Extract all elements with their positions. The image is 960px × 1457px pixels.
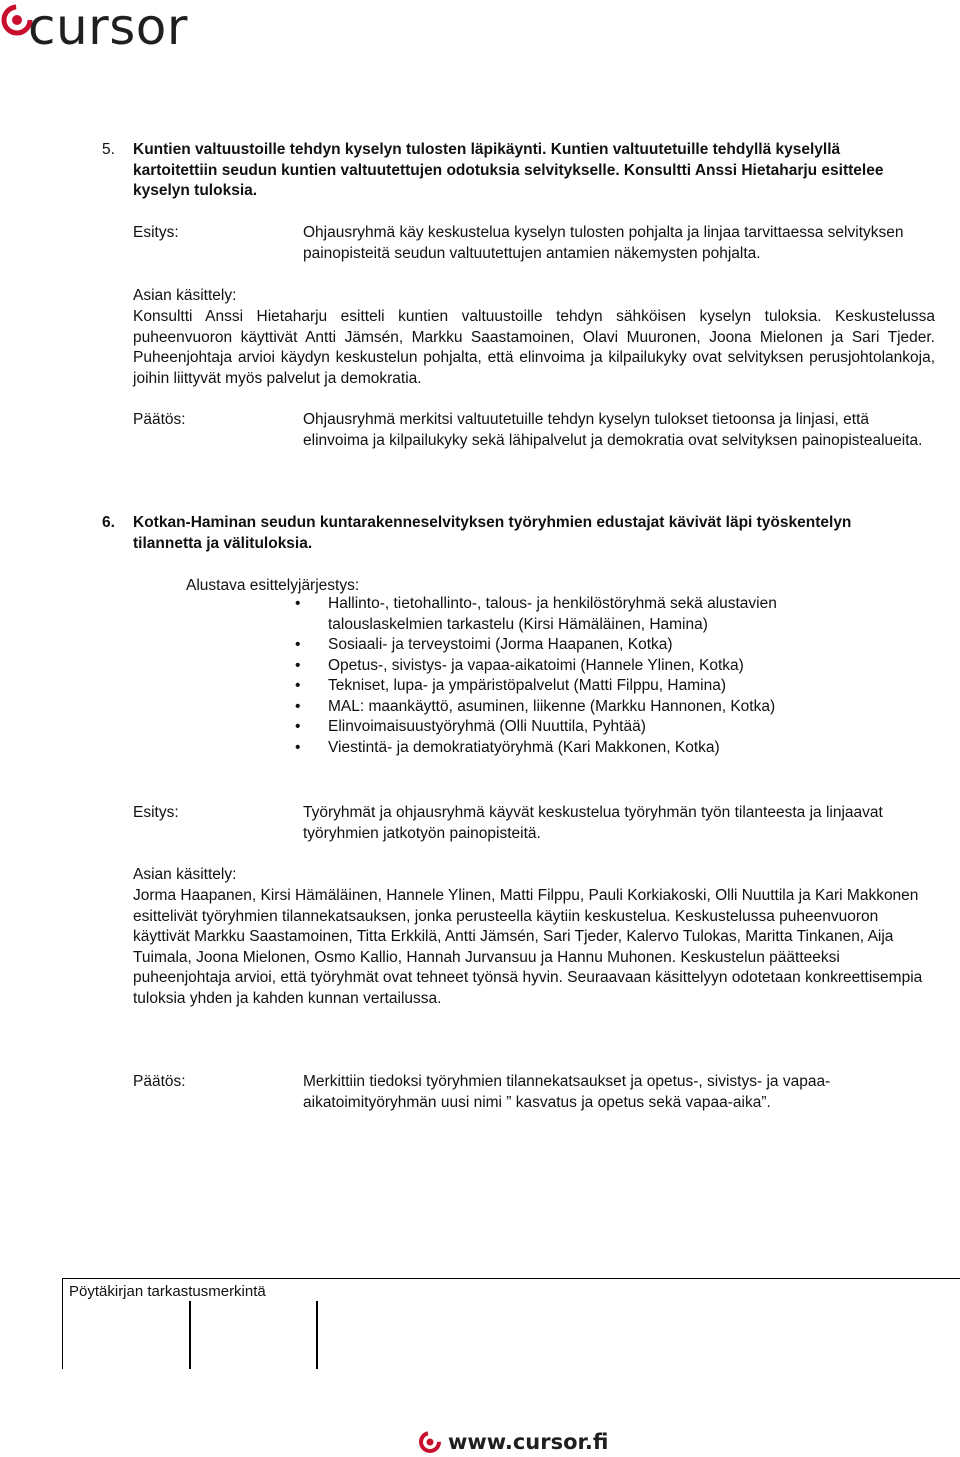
table-divider — [316, 1301, 318, 1369]
item6-paatos-text: Merkittiin tiedoksi työryhmien tilannekatsaukset ja opetus-, sivistys- ja vapaa-aikatoimityöryhmän uusi nimi ” kasvatus ja opetus sekä vapaa-aika”. — [303, 1073, 831, 1111]
item6-kasittely-text: Jorma Haapanen, Kirsi Hämäläinen, Hannele Ylinen, Matti Filppu, Pauli Korkiakoski, Olli Nuuttila ja Kari Makkonen esittelivät työryhmien tilannekatsauksen, jonka perusteella käytiin keskustelua. Keskustelussa puheenvuoron käyttivät Markku Saastamoinen, Titta Erkkilä, Antti Jämsén, Sari Tjeder, Kalervo Tulokas, Maritta Tinkanen, Aija Tuimala, Joona Mielonen, Osmo Kallio, Hannah Jurvansuu ja Hannu Muhonen. Keskustelun päätteeksi puheenjohtaja arvioi, että työryhmät ovat tehneet työnsä hyvin. Seuraavaan käsittelyyn odotetaan konkreettisempia tuloksia yhden ja kahden kunnan vertailussa. — [133, 887, 923, 1007]
item5-kasittely-text: Konsultti Anssi Hietaharju esitteli kuntien valtuustoille tehdyn sähköisen kyselyn tuloksia. Keskustelussa puheenvuoron käyttivät Antti Jämsén, Markku Saastamoinen, Olavi Muuronen, Joona Mielonen ja Sari Tjeder. Puheenjohtaja arvioi käydyn keskustelun pohjalta, että elinvoima ja kilpailukyky ovat selvityksen perusjohtolankoja, joihin liittyvät myös palvelut ja demokratia. — [133, 308, 935, 387]
bullet-icon: • — [295, 677, 301, 694]
inspection-table-title: Pöytäkirjan tarkastusmerkintä — [69, 1283, 266, 1300]
item5-kasittely-label: Asian käsittely: — [133, 287, 237, 304]
item6-title: Kotkan-Haminan seudun kuntarakenneselvityksen työryhmien edustajat kävivät läpi työskentelyn tilannetta ja välituloksia. — [133, 514, 852, 552]
website-text: www.cursor.fi — [448, 1430, 609, 1454]
inspection-table — [62, 1278, 960, 1369]
item6-esitys-text: Työryhmät ja ohjausryhmä käyvät keskustelua työryhmän työn tilanteesta ja linjaavat työryhmien jatkotyön painopisteitä. — [303, 804, 883, 842]
cursor-logo — [0, 0, 200, 62]
item5-esitys-text: Ohjausryhmä käy keskustelua kyselyn tulosten pohjalta ja linjaa tarvittaessa selvityksen painopisteitä seudun valtuutettujen antamien näkemysten pohjalta. — [303, 224, 904, 262]
item5-paatos-text: Ohjausryhmä merkitsi valtuutetuille tehdyn kyselyn tulokset tietoonsa ja linjasi, että elinvoima ja kilpailukyky sekä lähipalvelut ja demokratia ovat selvityksen painopistealueita. — [303, 411, 923, 449]
bullet-icon: • — [295, 738, 301, 756]
bullet-icon: • — [295, 718, 301, 735]
item5-number: 5. — [102, 141, 115, 158]
bullet-icon: • — [295, 636, 301, 653]
list-item: • Opetus-, sivistys- ja vapaa-aikatoimi (Hannele Ylinen, Kotka) — [295, 656, 895, 677]
item5-esitys-label: Esitys: — [133, 224, 179, 241]
table-divider — [189, 1301, 191, 1369]
bullet-icon: • — [295, 656, 301, 674]
list-item: • Hallinto-, tietohallinto-, talous- ja henkilöstöryhmä sekä alustavien talouslaskelmien tarkastelu (Kirsi Hämäläinen, Hamina) — [295, 595, 777, 633]
item6-number: 6. — [102, 514, 115, 531]
list-item: • Sosiaali- ja terveystoimi (Jorma Haapanen, Kotka) — [295, 635, 895, 656]
item6-esitys-label: Esitys: — [133, 804, 179, 821]
cursor-swirl-icon — [418, 1430, 444, 1456]
list-item: • Viestintä- ja demokratiatyöryhmä (Kari Makkonen, Kotka) — [295, 738, 895, 759]
agenda-list — [295, 594, 895, 758]
list-item: • Tekniset, lupa- ja ympäristöpalvelut (Matti Filppu, Hamina) — [295, 676, 895, 697]
item6-agenda-label: Alustava esittelyjärjestys: — [186, 577, 360, 594]
bullet-icon: • — [295, 697, 301, 715]
list-item: • Elinvoimaisuustyöryhmä (Olli Nuuttila, Pyhtää) — [295, 717, 895, 738]
item5-title: Kuntien valtuustoille tehdyn kyselyn tulosten läpikäynti. Kuntien valtuutetuille tehdyllä kyselyllä kartoitettiin seudun kuntien valtuutettujen odotuksia selvitykselle. Konsultti Anssi Hietaharju esittelee kyselyn tuloksia. — [133, 141, 884, 199]
bullet-icon: • — [295, 595, 301, 612]
list-item: • MAL: maankäyttö, asuminen, liikenne (Markku Hannonen, Kotka) — [295, 697, 895, 718]
footer-logo — [418, 1428, 609, 1456]
item6-kasittely-label: Asian käsittely: — [133, 866, 237, 883]
item6-paatos-label: Päätös: — [133, 1073, 186, 1090]
logo-text: cursor — [28, 0, 188, 56]
item5-paatos-label: Päätös: — [133, 411, 186, 428]
